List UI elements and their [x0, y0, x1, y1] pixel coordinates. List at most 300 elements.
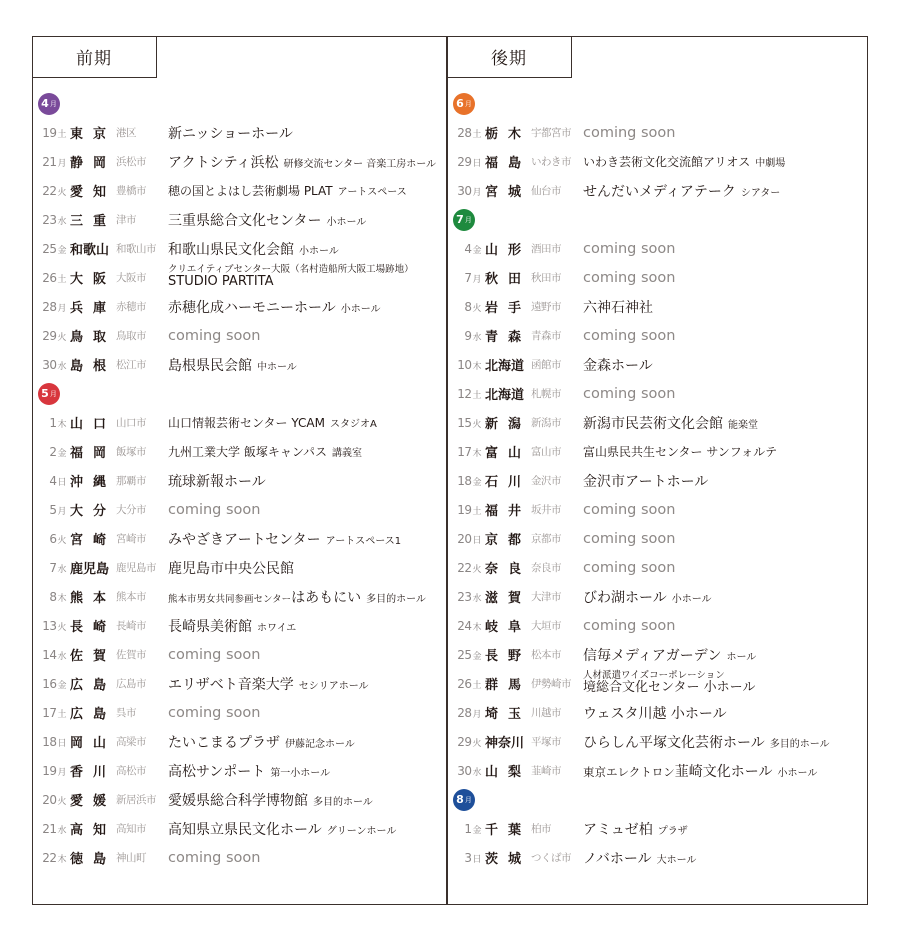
prefecture: 新潟 [485, 417, 532, 432]
day: 23 [42, 212, 57, 227]
weekday: 水 [57, 564, 66, 575]
schedule-row [447, 843, 868, 872]
weekday: 金 [472, 825, 481, 836]
venue-name: みやざきアートセンター [168, 531, 321, 548]
schedule-row [447, 553, 868, 582]
date [32, 445, 66, 459]
day: 26 [457, 676, 472, 691]
venue-room: 小ホール [340, 303, 381, 315]
venue [583, 413, 758, 433]
venue [168, 502, 261, 518]
prefecture: 佐賀 [70, 649, 117, 664]
venue-name: エリザベト音楽大学 [168, 676, 294, 693]
day: 1 [464, 821, 472, 836]
month-unit: 月 [464, 216, 472, 224]
schedule-row [447, 524, 868, 553]
venue [583, 645, 756, 665]
schedule-row [447, 756, 868, 785]
city: 伊勢崎市 [531, 678, 571, 690]
weekday: 月 [57, 158, 66, 169]
venue [583, 703, 727, 723]
schedule-row [447, 350, 868, 379]
schedule-row [447, 611, 868, 640]
city: 秋田市 [531, 272, 561, 284]
venue-name: 琉球新報ホール [168, 473, 266, 490]
date [447, 532, 481, 546]
prefecture: 青森 [485, 330, 532, 345]
weekday: 木 [57, 593, 66, 604]
day: 25 [457, 647, 472, 662]
schedule-list [447, 89, 868, 872]
weekday: 土 [472, 506, 481, 517]
venue-room: 伊藤記念ホール [285, 738, 355, 750]
venue [168, 790, 373, 810]
venue-name: coming soon [583, 327, 676, 344]
weekday: 土 [57, 709, 66, 720]
venue [583, 471, 708, 491]
venue-room: プラザ [657, 825, 688, 837]
day: 30 [42, 357, 57, 372]
schedule-row [32, 205, 446, 234]
date [32, 126, 66, 140]
venue [168, 328, 261, 344]
venue-name: せんだいメディアテーク [583, 183, 736, 200]
weekday: 金 [57, 680, 66, 691]
day: 20 [457, 531, 472, 546]
city: 仙台市 [531, 185, 561, 197]
venue [168, 297, 381, 317]
venue [583, 560, 676, 576]
month-number: 4 [41, 97, 49, 110]
weekday: 金 [57, 448, 66, 459]
date [32, 706, 66, 720]
venue-name: 長崎県美術館 [168, 618, 252, 635]
city: 宮崎市 [116, 533, 146, 545]
month-header [32, 89, 446, 118]
schedule-row [32, 814, 446, 843]
weekday: 金 [472, 245, 481, 256]
city: 函館市 [531, 359, 561, 371]
city: 津市 [116, 214, 136, 226]
schedule-row [32, 727, 446, 756]
venue-prefix: 熊本市男女共同参画センター [168, 593, 292, 605]
day: 20 [42, 792, 57, 807]
weekday: 月 [472, 709, 481, 720]
schedule-row [32, 118, 446, 147]
schedule-row [447, 698, 868, 727]
prefecture: 香川 [70, 765, 117, 780]
month-badge [38, 383, 60, 405]
schedule-row [32, 843, 446, 872]
prefecture: 北海道 [485, 359, 525, 374]
schedule-row [32, 408, 446, 437]
venue-name: coming soon [583, 385, 676, 402]
city: いわき市 [531, 156, 571, 168]
venue [168, 471, 266, 491]
venue-name: coming soon [168, 646, 261, 663]
day: 16 [42, 676, 57, 691]
venue [168, 761, 330, 781]
day: 22 [42, 183, 57, 198]
prefecture: 北海道 [485, 388, 525, 403]
prefecture: 愛知 [70, 185, 117, 200]
month-header [447, 89, 868, 118]
schedule-row [32, 321, 446, 350]
prefecture: 福岡 [70, 446, 117, 461]
date [32, 793, 66, 807]
day: 28 [42, 299, 57, 314]
schedule-row [447, 321, 868, 350]
day: 14 [42, 647, 57, 662]
day: 18 [457, 473, 472, 488]
venue [168, 239, 339, 259]
day: 7 [464, 270, 472, 285]
prefecture: 富山 [485, 446, 532, 461]
prefecture: 京都 [485, 533, 532, 548]
date [32, 329, 66, 343]
city: 松江市 [116, 359, 146, 371]
city: 神山町 [116, 852, 146, 864]
prefecture: 島根 [70, 359, 117, 374]
weekday: 火 [57, 535, 66, 546]
day: 13 [42, 618, 57, 633]
city: 熊本市 [116, 591, 146, 603]
city: 鹿児島市 [116, 562, 156, 574]
day: 29 [42, 328, 57, 343]
prefecture: 沖縄 [70, 475, 117, 490]
date [32, 300, 66, 314]
schedule-row [447, 727, 868, 756]
venue-name: coming soon [583, 530, 676, 547]
weekday: 火 [57, 796, 66, 807]
date [32, 503, 66, 517]
venue-room: 小ホール [299, 245, 339, 257]
day: 4 [464, 241, 472, 256]
venue [583, 732, 830, 752]
date [32, 242, 66, 256]
date [447, 184, 481, 198]
schedule-row [447, 582, 868, 611]
weekday: 土 [472, 680, 481, 691]
venue [168, 647, 261, 663]
venue [583, 848, 696, 868]
day: 8 [49, 589, 57, 604]
venue-line-2: STUDIO PARTITA [168, 274, 274, 290]
venue [583, 531, 676, 547]
weekday: 月 [472, 187, 481, 198]
day: 28 [457, 705, 472, 720]
prefecture: 宮崎 [70, 533, 117, 548]
prefecture: 兵庫 [70, 301, 117, 316]
venue [583, 618, 676, 634]
month-unit: 月 [49, 390, 57, 398]
city: 豊橋市 [116, 185, 146, 197]
day: 15 [457, 415, 472, 430]
venue-room: 中劇場 [755, 158, 786, 169]
day: 29 [457, 154, 472, 169]
schedule-row [447, 408, 868, 437]
venue-name: アクトシティ浜松 [168, 154, 279, 171]
date [447, 561, 481, 575]
prefecture: 山形 [485, 243, 532, 258]
prefecture: 大阪 [70, 272, 117, 287]
month-badge [453, 209, 475, 231]
day: 8 [464, 299, 472, 314]
day: 2 [49, 444, 57, 459]
venue-name: 愛媛県総合科学博物館 [168, 792, 308, 809]
schedule-row [447, 814, 868, 843]
schedule-row [32, 292, 446, 321]
tab-second-half: 後期 [447, 36, 572, 78]
city: 大垣市 [531, 620, 561, 632]
prefecture: 岐阜 [485, 620, 532, 635]
schedule-row [447, 495, 868, 524]
schedule-row [32, 147, 446, 176]
date [447, 590, 481, 604]
venue-room: アートスペース1 [325, 535, 402, 547]
city: 港区 [116, 127, 136, 139]
weekday: 火 [472, 419, 481, 430]
venue-name: coming soon [583, 240, 676, 257]
schedule-row [447, 437, 868, 466]
prefecture: 秋田 [485, 272, 532, 287]
schedule-row [32, 611, 446, 640]
weekday: 水 [472, 593, 481, 604]
prefecture: 三重 [70, 214, 117, 229]
venue-name: 高知県立県民文化ホール [168, 821, 322, 838]
city: 呉市 [116, 707, 136, 719]
weekday: 水 [57, 216, 66, 227]
venue [168, 819, 396, 839]
venue-name: 富山県民共生センター サンフォルテ [583, 445, 778, 459]
date [32, 184, 66, 198]
prefecture: 埼玉 [485, 707, 532, 722]
date [447, 271, 481, 285]
tab-first-half: 前期 [32, 36, 157, 78]
city: 札幌市 [531, 388, 561, 400]
month-unit: 月 [464, 796, 472, 804]
weekday: 水 [57, 361, 66, 372]
day: 19 [42, 125, 57, 140]
city: 長崎市 [116, 620, 146, 632]
date [447, 155, 481, 169]
month-header [32, 379, 446, 408]
day: 7 [49, 560, 57, 575]
prefecture: 高知 [70, 823, 117, 838]
schedule-row [32, 756, 446, 785]
schedule-row [32, 785, 446, 814]
schedule-row [447, 176, 868, 205]
prefecture: 徳島 [70, 852, 117, 867]
venue-name: 金沢市アートホール [583, 473, 709, 490]
city: 新居浜市 [116, 794, 156, 806]
venue-name: 九州工業大学 飯塚キャンパス [168, 445, 327, 459]
city: 鳥取市 [116, 330, 146, 342]
weekday: 月 [472, 274, 481, 285]
schedule-row [447, 147, 868, 176]
venue-name: coming soon [168, 501, 261, 518]
weekday: 木 [57, 854, 66, 865]
prefecture: 長野 [485, 649, 532, 664]
venue-room: 中ホール [257, 361, 297, 373]
venue-name: 島根県民会館 [168, 357, 252, 374]
venue-name: アミュゼ柏 [583, 821, 653, 838]
date [447, 677, 481, 691]
venue [168, 558, 294, 578]
venue [583, 502, 676, 518]
city: 和歌山市 [116, 243, 156, 255]
city: 韮崎市 [531, 765, 561, 777]
date [447, 126, 481, 140]
day: 17 [457, 444, 472, 459]
venue [583, 587, 712, 607]
venue-room: 講義室 [331, 448, 362, 459]
venue-name: coming soon [583, 501, 676, 518]
venue-name: coming soon [168, 327, 261, 344]
venue [583, 761, 817, 781]
weekday: 土 [57, 129, 66, 140]
venue-name: たいこまるプラザ [168, 734, 280, 751]
venue [583, 153, 785, 170]
venue-name: 六神石神社 [583, 299, 653, 316]
date [447, 764, 481, 778]
date [32, 619, 66, 633]
venue [168, 443, 362, 460]
month-unit: 月 [49, 100, 57, 108]
venue-name: 三重県総合文化センター [168, 212, 322, 229]
date [447, 474, 481, 488]
weekday: 火 [472, 564, 481, 575]
date [32, 358, 66, 372]
city: 宇都宮市 [531, 127, 571, 139]
venue [168, 529, 401, 549]
venue-room: ホワイエ [257, 622, 297, 634]
venue-name: coming soon [583, 269, 676, 286]
date [447, 735, 481, 749]
venue [168, 414, 377, 431]
schedule-row [32, 553, 446, 582]
prefecture: 岡山 [70, 736, 117, 751]
month-header [447, 205, 868, 234]
weekday: 月 [57, 506, 66, 517]
venue-name: 韮崎文化ホール [674, 763, 773, 780]
venue-room: アートスペース [337, 187, 407, 198]
prefecture: 広島 [70, 678, 117, 693]
venue [168, 674, 369, 694]
weekday: 月 [57, 303, 66, 314]
prefecture: 山口 [70, 417, 117, 432]
venue-name: いわき芸術文化交流館アリオス [583, 155, 751, 169]
schedule-row [32, 698, 446, 727]
schedule-row [32, 234, 446, 263]
day: 26 [42, 270, 57, 285]
venue [583, 181, 780, 201]
schedule-row [447, 292, 868, 321]
day: 30 [457, 763, 472, 778]
month-badge [453, 789, 475, 811]
venue-room: 大ホール [656, 854, 697, 866]
day: 10 [457, 357, 472, 372]
venue-room: 能楽堂 [728, 419, 758, 431]
schedule-row [32, 640, 446, 669]
prefecture: 熊本 [70, 591, 117, 606]
city: 柏市 [531, 823, 551, 835]
prefecture: 大分 [70, 504, 117, 519]
prefecture: 滋賀 [485, 591, 532, 606]
venue-room: 小ホール [326, 216, 367, 228]
prefecture: 福島 [485, 156, 532, 171]
weekday: 火 [57, 622, 66, 633]
weekday: 金 [472, 651, 481, 662]
city: 佐賀市 [116, 649, 146, 661]
weekday: 月 [57, 767, 66, 778]
weekday: 土 [472, 390, 481, 401]
date [32, 735, 66, 749]
date [32, 851, 66, 865]
day: 25 [42, 241, 57, 256]
city: 山口市 [116, 417, 146, 429]
city: 高松市 [116, 765, 146, 777]
prefecture: 愛媛 [70, 794, 117, 809]
venue [583, 125, 676, 141]
venue [168, 732, 355, 752]
day: 23 [457, 589, 472, 604]
venue-room: 小ホール [671, 593, 712, 605]
venue-name: 鹿児島市中央公民館 [168, 560, 294, 577]
city: つくば市 [531, 852, 571, 864]
venue-line-1: 人材派遣ワイズコーポレーション [583, 669, 725, 681]
weekday: 日 [472, 158, 481, 169]
city: 大津市 [531, 591, 561, 603]
city: 平塚市 [531, 736, 561, 748]
city: 京都市 [531, 533, 561, 545]
city: 赤穂市 [116, 301, 146, 313]
date [32, 474, 66, 488]
city: 坂井市 [531, 504, 561, 516]
venue-room: シアター [740, 187, 781, 199]
weekday: 水 [57, 825, 66, 836]
venue [583, 241, 676, 257]
schedule-row [32, 495, 446, 524]
month-number: 7 [456, 213, 464, 226]
day: 3 [464, 850, 472, 865]
prefecture: 神奈川 [485, 736, 525, 751]
panel-second-half [447, 36, 868, 905]
date [447, 851, 481, 865]
day: 22 [42, 850, 57, 865]
day: 6 [49, 531, 57, 546]
weekday: 日 [472, 854, 481, 865]
venue-room: グリーンホール [326, 825, 397, 837]
venue-name: coming soon [583, 124, 676, 141]
venue-name: はあもにい [291, 589, 362, 606]
venue [168, 587, 426, 607]
day: 4 [49, 473, 57, 488]
date [32, 822, 66, 836]
venue-name: ひらしん平塚文化芸術ホール [583, 734, 765, 751]
weekday: 火 [472, 303, 481, 314]
panel-first-half [32, 36, 446, 905]
weekday: 金 [57, 245, 66, 256]
schedule-row [447, 118, 868, 147]
day: 9 [464, 328, 472, 343]
date [447, 358, 481, 372]
date [447, 300, 481, 314]
date [447, 503, 481, 517]
prefecture: 鳥取 [70, 330, 117, 345]
weekday: 金 [472, 477, 481, 488]
venue [583, 819, 688, 839]
